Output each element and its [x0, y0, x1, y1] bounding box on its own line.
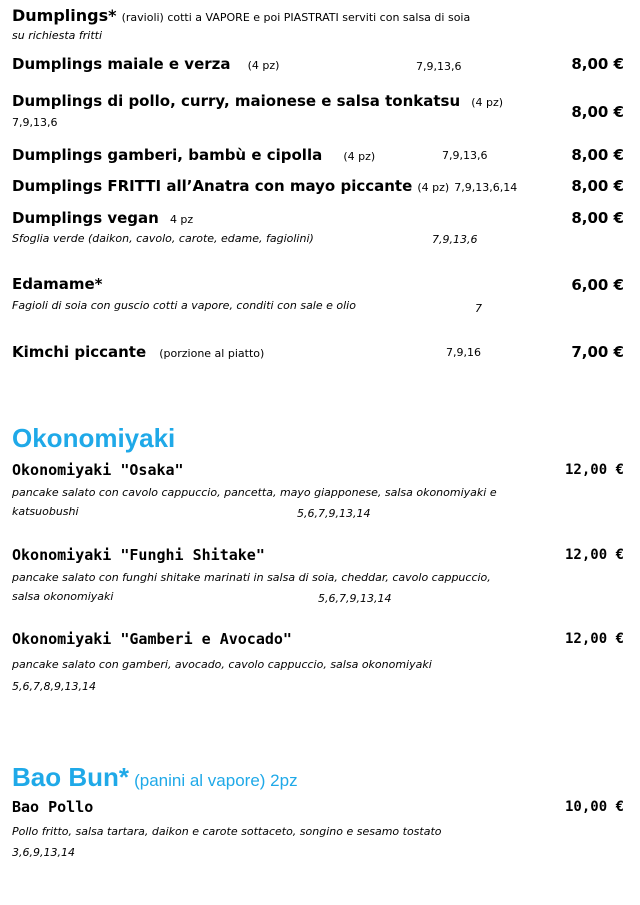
item-quantity: 4 pz — [169, 213, 194, 226]
item-allergens: 5,6,7,9,13,14 — [318, 592, 392, 605]
item-name: Okonomiyaki "Osaka" — [12, 461, 184, 479]
item-allergens: 5,6,7,8,9,13,14 — [12, 680, 96, 693]
dumplings-header — [12, 6, 470, 25]
item-name: Kimchi piccante — [12, 343, 147, 361]
item-description: Sfoglia verde (daikon, cavolo, carote, edame, fagiolini) — [12, 232, 314, 245]
section-subtitle-bao: (panini al vapore) 2pz — [134, 771, 298, 790]
item-price: 8,00 € — [571, 146, 624, 164]
item-allergens: 7,9,13,6 — [432, 233, 478, 246]
item-description: pancake salato con gamberi, avocado, cavolo cappuccio, salsa okonomiyaki — [12, 658, 432, 671]
item-allergens: 3,6,9,13,14 — [12, 846, 75, 859]
item-name: Okonomiyaki "Funghi Shitake" — [12, 546, 265, 564]
item-allergens: 7,9,13,6 — [12, 116, 58, 129]
menu-item-name — [12, 91, 503, 110]
item-price: 6,00 € — [571, 276, 624, 294]
item-price: 8,00 € — [571, 55, 624, 73]
item-quantity: (porzione al piatto) — [159, 347, 265, 360]
section-title-bao: Bao Bun* — [12, 762, 129, 792]
item-quantity: (4 pz) — [471, 96, 504, 109]
item-description-continued: katsuobushi — [12, 505, 79, 518]
section-title-okonomiyaki: Okonomiyaki — [12, 423, 176, 453]
item-name: Bao Pollo — [12, 798, 94, 816]
item-allergens: 7 — [475, 302, 482, 315]
section-header-bao — [12, 762, 298, 793]
menu-item-name — [12, 342, 264, 361]
item-price: 12,00 € — [564, 462, 624, 478]
item-price: 8,00 € — [571, 103, 624, 121]
item-name: Okonomiyaki "Gamberi e Avocado" — [12, 630, 292, 648]
item-name: Edamame* — [12, 275, 103, 293]
item-description-continued: salsa okonomiyaki — [12, 590, 114, 603]
item-allergens: 7,9,13,6,14 — [454, 181, 518, 194]
item-name: Dumplings FRITTI all’Anatra con mayo piccante — [12, 177, 413, 195]
item-name: Dumplings gamberi, bambù e cipolla — [12, 146, 323, 164]
item-allergens: 7,9,13,6 — [416, 60, 462, 73]
item-price: 7,00 € — [571, 343, 624, 361]
dumplings-description: (ravioli) cotti a VAPORE e poi PIASTRATI serviti con salsa di soia — [121, 11, 471, 24]
item-price: 8,00 € — [571, 209, 624, 227]
item-description: pancake salato con cavolo cappuccio, pancetta, mayo giapponese, salsa okonomiyaki e — [12, 486, 497, 499]
item-allergens: 5,6,7,9,13,14 — [297, 507, 371, 520]
item-description: Fagioli di soia con guscio cotti a vapore, conditi con sale e olio — [12, 299, 356, 312]
item-description: Pollo fritto, salsa tartara, daikon e carote sottaceto, songino e sesamo tostato — [12, 825, 442, 838]
item-name: Dumplings vegan — [12, 209, 159, 227]
item-quantity: (4 pz) — [417, 181, 450, 194]
item-quantity: (4 pz) — [247, 59, 280, 72]
item-price: 10,00 € — [564, 799, 624, 815]
item-description: pancake salato con funghi shitake marinati in salsa di soia, cheddar, cavolo cappuccio, — [12, 571, 491, 584]
item-price: 12,00 € — [564, 547, 624, 563]
menu-item-name — [12, 176, 517, 195]
menu-item-name — [12, 208, 193, 227]
menu-item-name — [12, 145, 375, 164]
menu-item-name — [12, 54, 279, 73]
dumplings-subnote: su richiesta fritti — [12, 29, 103, 42]
dumplings-title: Dumplings* — [12, 6, 117, 25]
item-price: 12,00 € — [564, 631, 624, 647]
item-allergens: 7,9,13,6 — [442, 149, 488, 162]
item-quantity: (4 pz) — [343, 150, 376, 163]
item-allergens: 7,9,16 — [446, 346, 481, 359]
item-price: 8,00 € — [571, 177, 624, 195]
item-name: Dumplings maiale e verza — [12, 55, 231, 73]
item-name: Dumplings di pollo, curry, maionese e salsa tonkatsu — [12, 92, 461, 110]
